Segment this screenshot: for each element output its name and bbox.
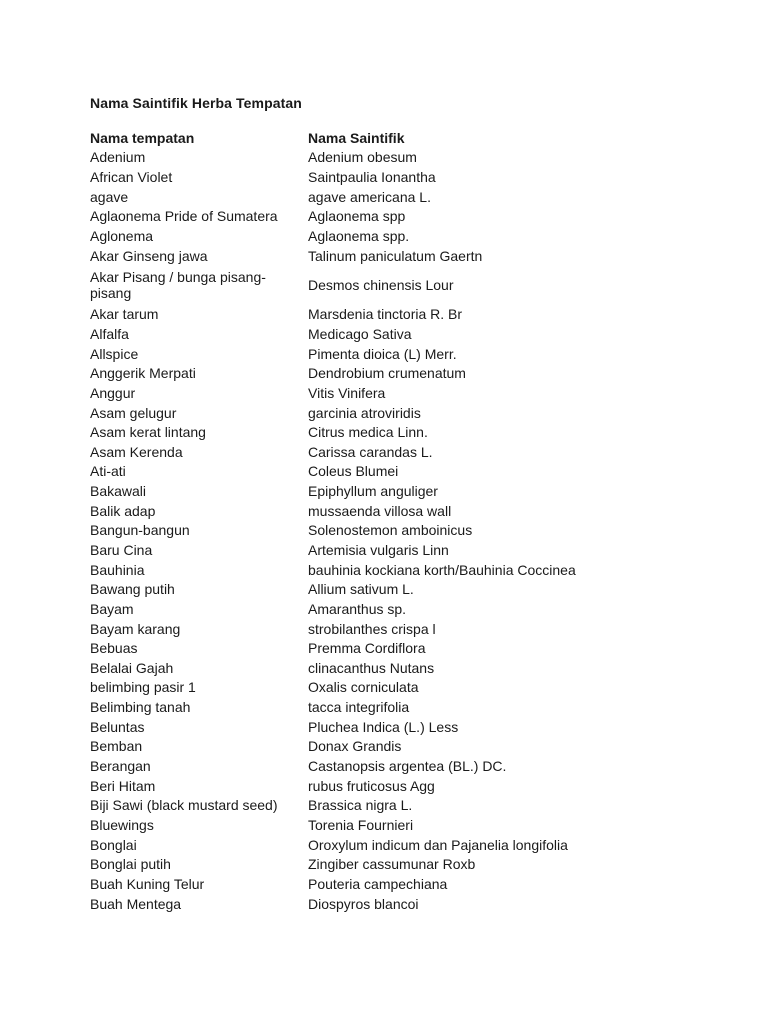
local-name-cell: Balik adap bbox=[90, 502, 156, 519]
local-name-cell: Bauhinia bbox=[90, 561, 145, 578]
table-row bbox=[90, 501, 730, 521]
table-row bbox=[90, 658, 730, 678]
scientific-name-cell: Solenostemon amboinicus bbox=[308, 522, 473, 539]
scientific-name-cell: Pluchea Indica (L.) Less bbox=[308, 718, 459, 735]
scientific-name-cell: Vitis Vinifera bbox=[308, 384, 386, 401]
table-row bbox=[90, 462, 730, 482]
table-row bbox=[90, 148, 730, 168]
local-name-cell: Bawang putih bbox=[90, 581, 175, 598]
table-row bbox=[90, 835, 730, 855]
scientific-name-cell: Oxalis corniculata bbox=[308, 679, 419, 696]
local-name-cell: Bluewings bbox=[90, 816, 154, 833]
table-row bbox=[90, 187, 730, 207]
table-row bbox=[90, 521, 730, 541]
table-row bbox=[90, 638, 730, 658]
scientific-name-cell: bauhinia kockiana korth/Bauhinia Coccinea bbox=[308, 561, 576, 578]
document-title: Nama Saintifik Herba Tempatan bbox=[90, 95, 302, 111]
scientific-name-cell: garcinia atroviridis bbox=[308, 404, 421, 421]
local-name-cell: Bayam bbox=[90, 600, 134, 617]
local-name-cell: Allspice bbox=[90, 345, 139, 362]
local-name-cell: Beri Hitam bbox=[90, 777, 156, 794]
table-row bbox=[90, 481, 730, 501]
table-row bbox=[90, 874, 730, 894]
table-row bbox=[90, 854, 730, 874]
scientific-name-cell: Medicago Sativa bbox=[308, 325, 412, 342]
local-name-cell: Anggerik Merpati bbox=[90, 365, 196, 382]
local-name-cell: Bonglai bbox=[90, 836, 137, 853]
scientific-name-cell: Artemisia vulgaris Linn bbox=[308, 541, 449, 558]
local-name-cell: Bebuas bbox=[90, 640, 138, 657]
local-name-cell: African Violet bbox=[90, 169, 173, 186]
scientific-name-cell: Premma Cordiflora bbox=[308, 640, 426, 657]
local-name-cell: Buah Mentega bbox=[90, 895, 182, 912]
table-header-row bbox=[90, 128, 730, 148]
scientific-name-cell: tacca integrifolia bbox=[308, 699, 410, 716]
scientific-name-cell: Pouteria campechiana bbox=[308, 875, 448, 892]
scientific-name-cell: Citrus medica Linn. bbox=[308, 424, 428, 441]
scientific-name-cell: clinacanthus Nutans bbox=[308, 659, 435, 676]
scientific-name-cell: Marsdenia tinctoria R. Br bbox=[308, 306, 463, 323]
table-row bbox=[90, 796, 730, 816]
scientific-name-cell: Aglaonema spp. bbox=[308, 228, 410, 245]
local-name-cell: Akar Pisang / bunga pisang-pisang bbox=[90, 268, 266, 301]
document-page bbox=[90, 94, 730, 912]
local-name-cell: Berangan bbox=[90, 758, 151, 775]
local-name-cell: Adenium bbox=[90, 149, 146, 166]
local-name-cell: Bakawali bbox=[90, 483, 147, 500]
scientific-name-cell: Adenium obesum bbox=[308, 149, 417, 166]
local-name-cell: Biji Sawi (black mustard seed) bbox=[90, 797, 278, 814]
local-name-cell: Akar tarum bbox=[90, 306, 159, 323]
scientific-name-cell: Saintpaulia Ionantha bbox=[308, 169, 436, 186]
scientific-name-cell: Donax Grandis bbox=[308, 738, 402, 755]
table-row bbox=[90, 560, 730, 580]
scientific-name-cell: mussaenda villosa wall bbox=[308, 502, 452, 519]
scientific-name-cell: Desmos chinensis Lour bbox=[308, 276, 454, 293]
table-row bbox=[90, 579, 730, 599]
table-row bbox=[90, 815, 730, 835]
local-name-cell: Aglaonema Pride of Sumatera bbox=[90, 208, 278, 225]
scientific-name-cell: rubus fruticosus Agg bbox=[308, 777, 435, 794]
local-name-cell: Belimbing tanah bbox=[90, 699, 191, 716]
table-row bbox=[90, 756, 730, 776]
local-name-cell: Bemban bbox=[90, 738, 143, 755]
table-row bbox=[90, 363, 730, 383]
header-scientific-name: Nama Saintifik bbox=[308, 129, 405, 146]
table-row bbox=[90, 619, 730, 639]
scientific-name-cell: Coleus Blumei bbox=[308, 463, 399, 480]
scientific-name-cell: Carissa carandas L. bbox=[308, 443, 433, 460]
table-row bbox=[90, 403, 730, 423]
table-row bbox=[90, 697, 730, 717]
local-name-cell: Anggur bbox=[90, 384, 136, 401]
table-body bbox=[90, 148, 730, 914]
local-name-cell: Bangun-bangun bbox=[90, 522, 190, 539]
table-row bbox=[90, 776, 730, 796]
local-name-cell: Bayam karang bbox=[90, 620, 181, 637]
local-name-cell: Asam kerat lintang bbox=[90, 424, 206, 441]
local-name-cell: Asam Kerenda bbox=[90, 443, 183, 460]
scientific-name-cell: Allium sativum L. bbox=[308, 581, 414, 598]
local-name-cell: Beluntas bbox=[90, 718, 145, 735]
table-row bbox=[90, 599, 730, 619]
table-row bbox=[90, 717, 730, 737]
table-row bbox=[90, 304, 730, 324]
local-name-cell: belimbing pasir 1 bbox=[90, 679, 196, 696]
table-row bbox=[90, 894, 730, 914]
herb-names-table bbox=[90, 128, 730, 913]
table-row bbox=[90, 540, 730, 560]
local-name-cell: Baru Cina bbox=[90, 541, 153, 558]
scientific-name-cell: Zingiber cassumunar Roxb bbox=[308, 856, 476, 873]
scientific-name-cell: Amaranthus sp. bbox=[308, 600, 407, 617]
table-row bbox=[90, 422, 730, 442]
scientific-name-cell: Aglaonema spp bbox=[308, 208, 406, 225]
scientific-name-cell: Oroxylum indicum dan Pajanelia longifolia bbox=[308, 836, 568, 853]
table-row bbox=[90, 737, 730, 757]
table-row bbox=[90, 265, 730, 304]
local-name-cell: Alfalfa bbox=[90, 325, 129, 342]
scientific-name-cell: Pimenta dioica (L) Merr. bbox=[308, 345, 457, 362]
table-row bbox=[90, 246, 730, 266]
local-name-cell: Buah Kuning Telur bbox=[90, 875, 205, 892]
table-row bbox=[90, 678, 730, 698]
header-local-name: Nama tempatan bbox=[90, 129, 195, 146]
scientific-name-cell: Talinum paniculatum Gaertn bbox=[308, 247, 483, 264]
table-row bbox=[90, 207, 730, 227]
local-name-cell: Aglonema bbox=[90, 228, 154, 245]
scientific-name-cell: Dendrobium crumenatum bbox=[308, 365, 466, 382]
table-row bbox=[90, 383, 730, 403]
scientific-name-cell: agave americana L. bbox=[308, 188, 431, 205]
table-row bbox=[90, 324, 730, 344]
scientific-name-cell: strobilanthes crispa l bbox=[308, 620, 436, 637]
local-name-cell: Akar Ginseng jawa bbox=[90, 247, 208, 264]
local-name-cell: Belalai Gajah bbox=[90, 659, 174, 676]
scientific-name-cell: Epiphyllum anguliger bbox=[308, 483, 438, 500]
table-row bbox=[90, 167, 730, 187]
local-name-cell: Bonglai putih bbox=[90, 856, 171, 873]
scientific-name-cell: Torenia Fournieri bbox=[308, 816, 414, 833]
table-row bbox=[90, 442, 730, 462]
scientific-name-cell: Brassica nigra L. bbox=[308, 797, 413, 814]
scientific-name-cell: Diospyros blancoi bbox=[308, 895, 419, 912]
table-row bbox=[90, 344, 730, 364]
scientific-name-cell: Castanopsis argentea (BL.) DC. bbox=[308, 758, 507, 775]
local-name-cell: agave bbox=[90, 188, 129, 205]
local-name-cell: Asam gelugur bbox=[90, 404, 177, 421]
local-name-cell: Ati-ati bbox=[90, 463, 126, 480]
table-row bbox=[90, 226, 730, 246]
